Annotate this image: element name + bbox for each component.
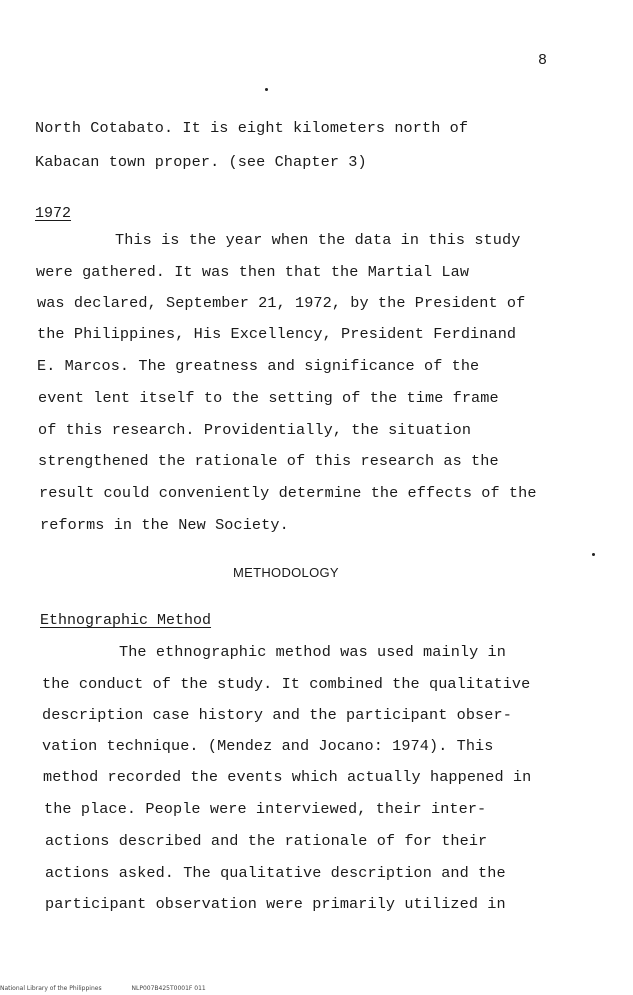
section-title: METHODOLOGY bbox=[233, 565, 339, 580]
text-line: the Philippines, His Excellency, President Ferdinand bbox=[37, 325, 517, 343]
text-line: vation technique. (Mendez and Jocano: 1974). This bbox=[42, 737, 494, 755]
text-line: This is the year when the data in this study bbox=[115, 231, 521, 249]
text-line: method recorded the events which actually happened in bbox=[43, 768, 532, 786]
text-line: The ethnographic method was used mainly in bbox=[119, 643, 506, 661]
page-number: 8 bbox=[538, 52, 548, 69]
footer-code: NLP007B425T0001F 011 bbox=[131, 985, 206, 992]
text-line: participant observation were primarily utilized in bbox=[45, 895, 506, 913]
text-line: strengthened the rationale of this research as the bbox=[38, 452, 499, 470]
text-line: of this research. Providentially, the situation bbox=[38, 421, 472, 439]
text-line: E. Marcos. The greatness and significance of the bbox=[37, 357, 480, 375]
footer-library: National Library of the Philippines bbox=[0, 985, 102, 992]
text-line: was declared, September 21, 1972, by the President of bbox=[37, 294, 526, 312]
text-line: result could conveniently determine the effects of the bbox=[39, 484, 537, 502]
text-line: event lent itself to the setting of the time frame bbox=[38, 389, 499, 407]
text-line: Kabacan town proper. (see Chapter 3) bbox=[35, 153, 367, 171]
heading-1972: 1972 bbox=[35, 205, 72, 222]
text-line: North Cotabato. It is eight kilometers north of bbox=[35, 119, 469, 137]
footer bbox=[0, 985, 234, 992]
speck-mark bbox=[592, 553, 595, 556]
text-line: reforms in the New Society. bbox=[40, 516, 289, 534]
speck-mark bbox=[265, 88, 268, 91]
text-line: actions asked. The qualitative description and the bbox=[45, 864, 506, 882]
text-line: the conduct of the study. It combined the qualitative bbox=[42, 675, 531, 693]
text-line: were gathered. It was then that the Martial Law bbox=[36, 263, 470, 281]
text-line: description case history and the participant obser- bbox=[42, 706, 512, 724]
heading-ethnographic-method: Ethnographic Method bbox=[40, 612, 212, 629]
text-line: the place. People were interviewed, their inter- bbox=[44, 800, 487, 818]
text-line: actions described and the rationale of for their bbox=[45, 832, 488, 850]
